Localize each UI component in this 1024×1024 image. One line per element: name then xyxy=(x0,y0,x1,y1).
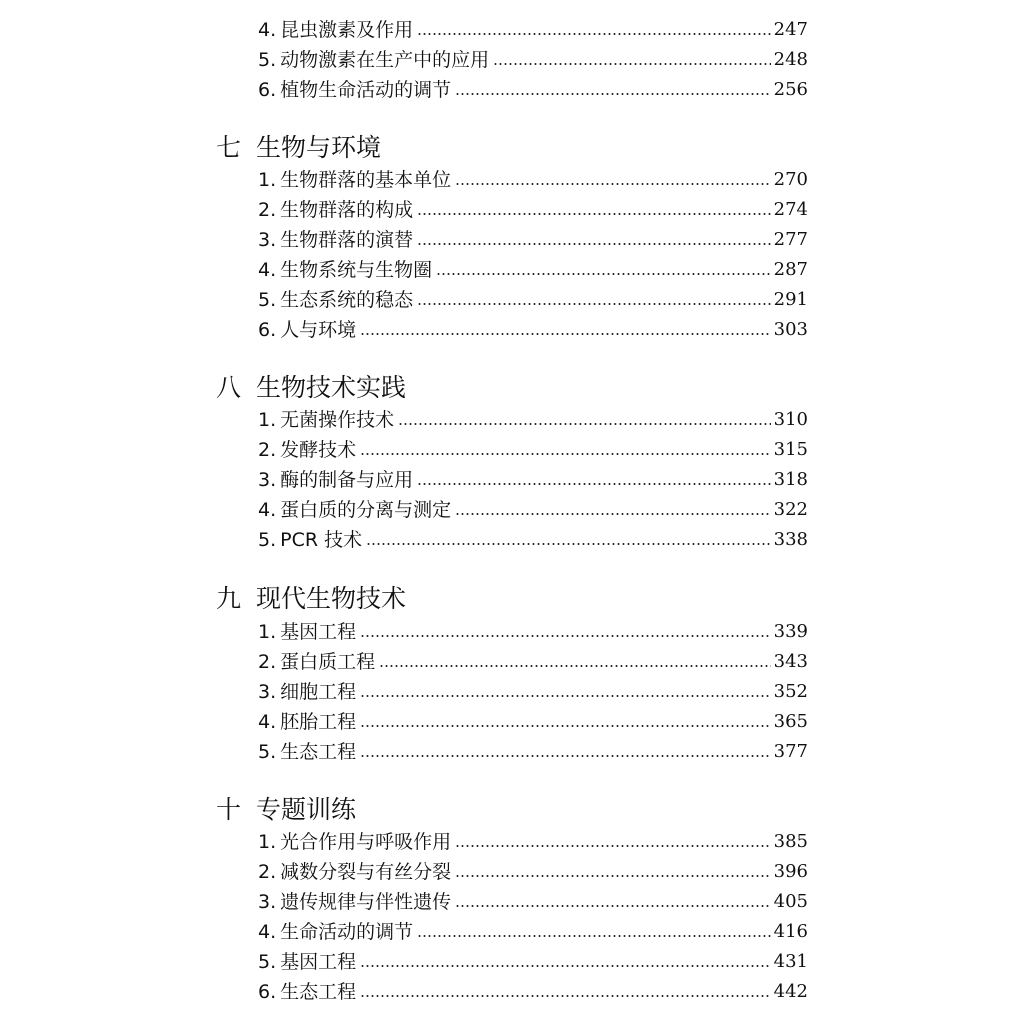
toc-entry-number: 6. xyxy=(258,319,277,341)
toc-entry-page: 442 xyxy=(773,981,808,1002)
dot-leader xyxy=(493,63,770,65)
toc-entry-page: 352 xyxy=(773,681,808,702)
toc-entry-page: 248 xyxy=(773,49,808,70)
dot-leader xyxy=(379,665,770,667)
toc-entry[interactable] xyxy=(258,75,808,105)
toc-entry-title: 基因工程 xyxy=(280,951,357,973)
toc-entry[interactable] xyxy=(258,195,808,225)
toc-entry-number: 6. xyxy=(258,981,277,1003)
toc-entry-number: 4. xyxy=(258,19,277,41)
toc-entry-number: 5. xyxy=(258,741,277,763)
dot-leader xyxy=(455,905,770,907)
toc-entry-page: 431 xyxy=(773,951,808,972)
toc-entry-title: 生态系统的稳态 xyxy=(280,289,414,311)
toc-entry-title: 植物生命活动的调节 xyxy=(280,79,452,101)
toc-entry-title: 昆虫激素及作用 xyxy=(280,19,414,41)
toc-entry-number: 4. xyxy=(258,711,277,733)
toc-entry-page: 287 xyxy=(773,259,808,280)
toc-entry-title: 无菌操作技术 xyxy=(280,409,395,431)
dot-leader xyxy=(398,423,770,425)
toc-entry-page: 303 xyxy=(773,319,808,340)
toc-entry[interactable] xyxy=(258,617,808,647)
toc-entry-page: 291 xyxy=(773,289,808,310)
toc-entry[interactable] xyxy=(258,315,808,345)
toc-entry-title: 生态工程 xyxy=(280,981,357,1003)
toc-entry[interactable] xyxy=(258,707,808,737)
toc-entry-title: 生态工程 xyxy=(280,741,357,763)
toc-entry-number: 5. xyxy=(258,951,277,973)
toc-entry-number: 2. xyxy=(258,861,277,883)
toc-entry-title: 基因工程 xyxy=(280,621,357,643)
dot-leader xyxy=(366,543,771,545)
toc-entry-title: 生物群落的演替 xyxy=(280,229,414,251)
toc-entry-page: 365 xyxy=(773,711,808,732)
toc-entry-number: 3. xyxy=(258,681,277,703)
toc-entry-page: 315 xyxy=(773,439,808,460)
toc-entry-number: 4. xyxy=(258,499,277,521)
toc-entry[interactable] xyxy=(258,647,808,677)
toc-entry-page: 274 xyxy=(773,199,808,220)
toc-entry[interactable] xyxy=(258,677,808,707)
dot-leader xyxy=(455,93,770,95)
toc-entry-title: 细胞工程 xyxy=(280,681,357,703)
toc-entry-title: PCR 技术 xyxy=(280,529,363,551)
chapter-heading[interactable] xyxy=(216,131,381,165)
toc-entry[interactable] xyxy=(258,857,808,887)
dot-leader xyxy=(417,935,770,937)
toc-entry-page: 339 xyxy=(773,621,808,642)
toc-entry[interactable] xyxy=(258,737,808,767)
toc-entry[interactable] xyxy=(258,165,808,195)
toc-entry-title: 胚胎工程 xyxy=(280,711,357,733)
toc-entry-title: 蛋白质工程 xyxy=(280,651,376,673)
toc-entry-page: 310 xyxy=(773,409,808,430)
dot-leader xyxy=(436,273,770,275)
dot-leader xyxy=(360,635,770,637)
chapter-title: 现代生物技术 xyxy=(256,584,407,613)
toc-entry-number: 4. xyxy=(258,259,277,281)
toc-entry-title: 酶的制备与应用 xyxy=(280,469,414,491)
dot-leader xyxy=(360,695,770,697)
toc-entry-page: 385 xyxy=(773,831,808,852)
toc-entry[interactable] xyxy=(258,827,808,857)
toc-entry-title: 生物群落的构成 xyxy=(280,199,414,221)
toc-entry-title: 发酵技术 xyxy=(280,439,357,461)
chapter-number: 七 xyxy=(216,133,242,162)
dot-leader xyxy=(417,213,770,215)
toc-entry[interactable] xyxy=(258,495,808,525)
toc-entry-page: 247 xyxy=(773,19,808,40)
chapter-title: 生物与环境 xyxy=(256,133,382,162)
toc-entry-page: 343 xyxy=(773,651,808,672)
toc-entry-page: 377 xyxy=(773,741,808,762)
toc-entry-page: 338 xyxy=(773,529,808,550)
toc-entry-number: 5. xyxy=(258,289,277,311)
toc-entry-page: 396 xyxy=(773,861,808,882)
toc-entry-page: 318 xyxy=(773,469,808,490)
toc-entry-number: 3. xyxy=(258,891,277,913)
chapter-number: 九 xyxy=(216,584,242,613)
chapter-heading[interactable] xyxy=(216,371,406,405)
dot-leader xyxy=(455,183,770,185)
toc-entry-title: 光合作用与呼吸作用 xyxy=(280,831,452,853)
toc-entry-title: 生物群落的基本单位 xyxy=(280,169,452,191)
toc-entry-page: 256 xyxy=(773,79,808,100)
dot-leader xyxy=(455,845,770,847)
toc-entry[interactable] xyxy=(258,45,808,75)
toc-entry-number: 2. xyxy=(258,439,277,461)
toc-entry-page: 405 xyxy=(773,891,808,912)
dot-leader xyxy=(417,33,770,35)
chapter-title: 专题训练 xyxy=(256,795,357,824)
toc-entry-title: 动物激素在生产中的应用 xyxy=(280,49,490,71)
toc-entry-title: 遗传规律与伴性遗传 xyxy=(280,891,452,913)
toc-entry[interactable] xyxy=(258,285,808,315)
toc-entry-page: 416 xyxy=(773,921,808,942)
toc-entry-number: 5. xyxy=(258,529,277,551)
toc-entry-number: 4. xyxy=(258,921,277,943)
toc-entry-number: 1. xyxy=(258,409,277,431)
toc-entry-number: 3. xyxy=(258,229,277,251)
toc-entry-page: 270 xyxy=(773,169,808,190)
toc-entry[interactable] xyxy=(258,887,808,917)
toc-entry-page: 277 xyxy=(773,229,808,250)
dot-leader xyxy=(417,303,770,305)
toc-entry-number: 3. xyxy=(258,469,277,491)
toc-entry-title: 生命活动的调节 xyxy=(280,921,414,943)
toc-entry-number: 5. xyxy=(258,49,277,71)
toc-entry[interactable] xyxy=(258,525,808,555)
toc-entry-number: 6. xyxy=(258,79,277,101)
toc-entry-title: 蛋白质的分离与测定 xyxy=(280,499,452,521)
chapter-heading[interactable] xyxy=(216,793,356,827)
dot-leader xyxy=(360,755,770,757)
toc-entry-number: 2. xyxy=(258,199,277,221)
toc-entry[interactable] xyxy=(258,435,808,465)
toc-entry-title: 人与环境 xyxy=(280,319,357,341)
toc-entry[interactable] xyxy=(258,405,808,435)
toc-entry-title: 生物系统与生物圈 xyxy=(280,259,433,281)
dot-leader xyxy=(417,483,770,485)
chapter-title: 生物技术实践 xyxy=(256,373,407,402)
toc-entry-page: 322 xyxy=(773,499,808,520)
dot-leader xyxy=(455,513,770,515)
dot-leader xyxy=(360,995,770,997)
toc-entry[interactable] xyxy=(258,917,808,947)
toc-entry-number: 1. xyxy=(258,169,277,191)
toc-entry-number: 2. xyxy=(258,651,277,673)
dot-leader xyxy=(360,725,770,727)
dot-leader xyxy=(360,965,770,967)
toc-entry[interactable] xyxy=(258,225,808,255)
chapter-number: 八 xyxy=(216,373,242,402)
dot-leader xyxy=(360,453,770,455)
dot-leader xyxy=(455,875,770,877)
chapter-heading[interactable] xyxy=(216,582,406,616)
toc-entry[interactable] xyxy=(258,977,808,1007)
toc-entry[interactable] xyxy=(258,465,808,495)
dot-leader xyxy=(417,243,770,245)
toc-entry[interactable] xyxy=(258,947,808,977)
toc-entry[interactable] xyxy=(258,255,808,285)
dot-leader xyxy=(360,333,770,335)
toc-entry-number: 1. xyxy=(258,831,277,853)
toc-entry-number: 1. xyxy=(258,621,277,643)
toc-entry[interactable] xyxy=(258,15,808,45)
toc-entry-title: 减数分裂与有丝分裂 xyxy=(280,861,452,883)
chapter-number: 十 xyxy=(216,795,242,824)
